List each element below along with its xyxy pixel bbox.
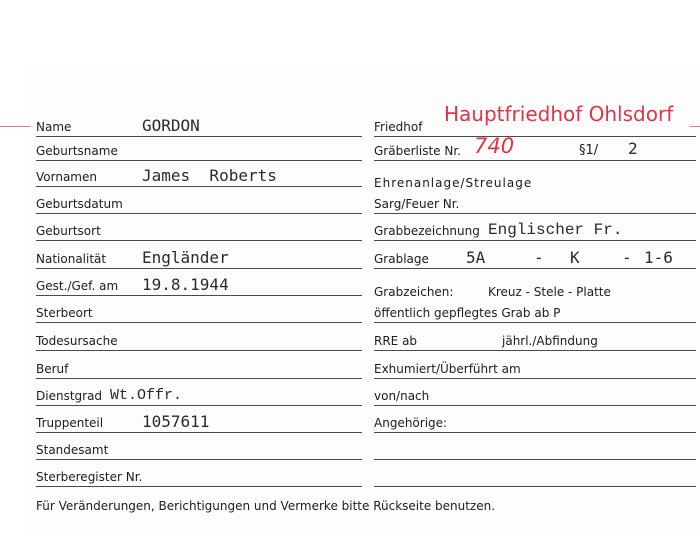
value-grave-field: 5A <box>466 248 486 267</box>
divider <box>374 486 696 487</box>
divider <box>374 160 696 161</box>
label-nationality: Nationalität <box>36 252 107 266</box>
row-exhumed <box>374 357 696 379</box>
divider <box>36 350 362 351</box>
divider <box>374 322 696 323</box>
row-death-register <box>36 465 362 487</box>
divider <box>36 459 362 460</box>
label-coffin: Sarg/Feuer Nr. <box>374 197 460 211</box>
label-grave-sign: Grabzeichen: <box>374 285 454 299</box>
divider <box>36 186 362 187</box>
grave-list-number: 740 <box>474 134 515 158</box>
divider <box>36 432 362 433</box>
label-birth-place: Geburtsort <box>36 224 101 238</box>
row-unit <box>36 411 362 433</box>
label-name: Name <box>36 120 72 134</box>
label-relatives: Angehörige: <box>374 416 448 430</box>
divider <box>36 378 362 379</box>
divider <box>374 405 696 406</box>
row-birth-date <box>36 192 362 214</box>
red-margin-mark <box>0 126 30 127</box>
label-rank: Dienstgrad <box>36 389 103 403</box>
label-rre: RRE ab <box>374 334 418 348</box>
label-exhumed: Exhumiert/Überführt am <box>374 362 521 376</box>
label-birth-date: Geburtsdatum <box>36 197 123 211</box>
divider <box>36 268 362 269</box>
value-section-number: 2 <box>628 139 638 158</box>
divider <box>36 136 362 137</box>
divider <box>36 405 362 406</box>
divider <box>374 268 696 269</box>
row-grave-name <box>374 219 696 241</box>
divider <box>36 486 362 487</box>
value-grave-dash-2: - <box>622 248 632 267</box>
value-first-names: James Roberts <box>142 166 277 185</box>
divider <box>36 240 362 241</box>
row-profession <box>36 357 362 379</box>
label-grave-list: Gräberliste Nr. <box>374 144 461 158</box>
value-grave-row: K <box>570 248 580 267</box>
divider <box>36 213 362 214</box>
row-death-place <box>36 301 362 323</box>
row-nationality <box>36 247 362 269</box>
divider <box>374 459 696 460</box>
row-grave-list <box>374 139 696 161</box>
divider <box>374 213 696 214</box>
value-unit: 1057611 <box>142 412 210 431</box>
row-death-date <box>36 274 362 296</box>
cemetery-stamp: Hauptfriedhof Ohlsdorf <box>444 102 674 126</box>
label-death-register: Sterberegister Nr. <box>36 470 143 484</box>
label-cemetery: Friedhof <box>374 120 423 134</box>
value-grave-name: Englischer Fr. <box>488 221 623 239</box>
label-profession: Beruf <box>36 362 69 376</box>
footer-note: Für Veränderungen, Berichtigungen und Vermerke bitte Rückseite benutzen. <box>36 499 496 513</box>
row-from-to <box>374 384 696 406</box>
value-grave-number: 1-6 <box>644 248 673 267</box>
row-rre <box>374 329 696 351</box>
value-grave-dash-1: - <box>534 248 544 267</box>
row-name <box>36 115 362 137</box>
divider <box>374 432 696 433</box>
label-public: öffentlich gepflegtes Grab ab P <box>374 306 561 320</box>
divider <box>374 378 696 379</box>
label-from-to: von/nach <box>374 389 430 403</box>
label-birth-name: Geburtsname <box>36 144 118 158</box>
row-birth-name <box>36 139 362 161</box>
row-registry <box>36 438 362 460</box>
value-rre: jährl./Abfindung <box>502 334 598 348</box>
row-grave-sign <box>374 280 696 302</box>
row-grave-loc <box>374 247 696 269</box>
row-public <box>374 301 696 323</box>
value-death-date: 19.8.1944 <box>142 275 229 294</box>
label-grave-loc: Grablage <box>374 252 429 266</box>
label-first-names: Vornamen <box>36 170 97 184</box>
label-death-place: Sterbeort <box>36 306 93 320</box>
row-cause <box>36 329 362 351</box>
value-rank: Wt.Offr. <box>110 387 183 404</box>
label-death-date: Gest./Gef. am <box>36 279 119 293</box>
row-coffin <box>374 192 696 214</box>
label-registry: Standesamt <box>36 443 109 457</box>
label-grave-name: Grabbezeichnung <box>374 224 480 238</box>
divider <box>36 160 362 161</box>
value-section: §1/ <box>579 143 599 158</box>
value-grave-sign: Kreuz - Stele - Platte <box>488 285 611 299</box>
value-nationality: Engländer <box>142 248 229 267</box>
divider <box>36 322 362 323</box>
divider <box>374 350 696 351</box>
value-name: GORDON <box>142 116 200 135</box>
divider <box>374 240 696 241</box>
row-first-names <box>36 165 362 187</box>
row-relatives <box>374 411 696 433</box>
divider <box>36 295 362 296</box>
row-blank-1 <box>374 438 696 460</box>
row-honor <box>374 171 696 193</box>
row-rank <box>36 384 362 406</box>
label-honor: Ehrenanlage/Streulage <box>374 176 533 190</box>
row-birth-place <box>36 219 362 241</box>
label-unit: Truppenteil <box>36 416 104 430</box>
label-cause: Todesursache <box>36 334 118 348</box>
row-blank-2 <box>374 465 696 487</box>
divider <box>374 136 696 137</box>
